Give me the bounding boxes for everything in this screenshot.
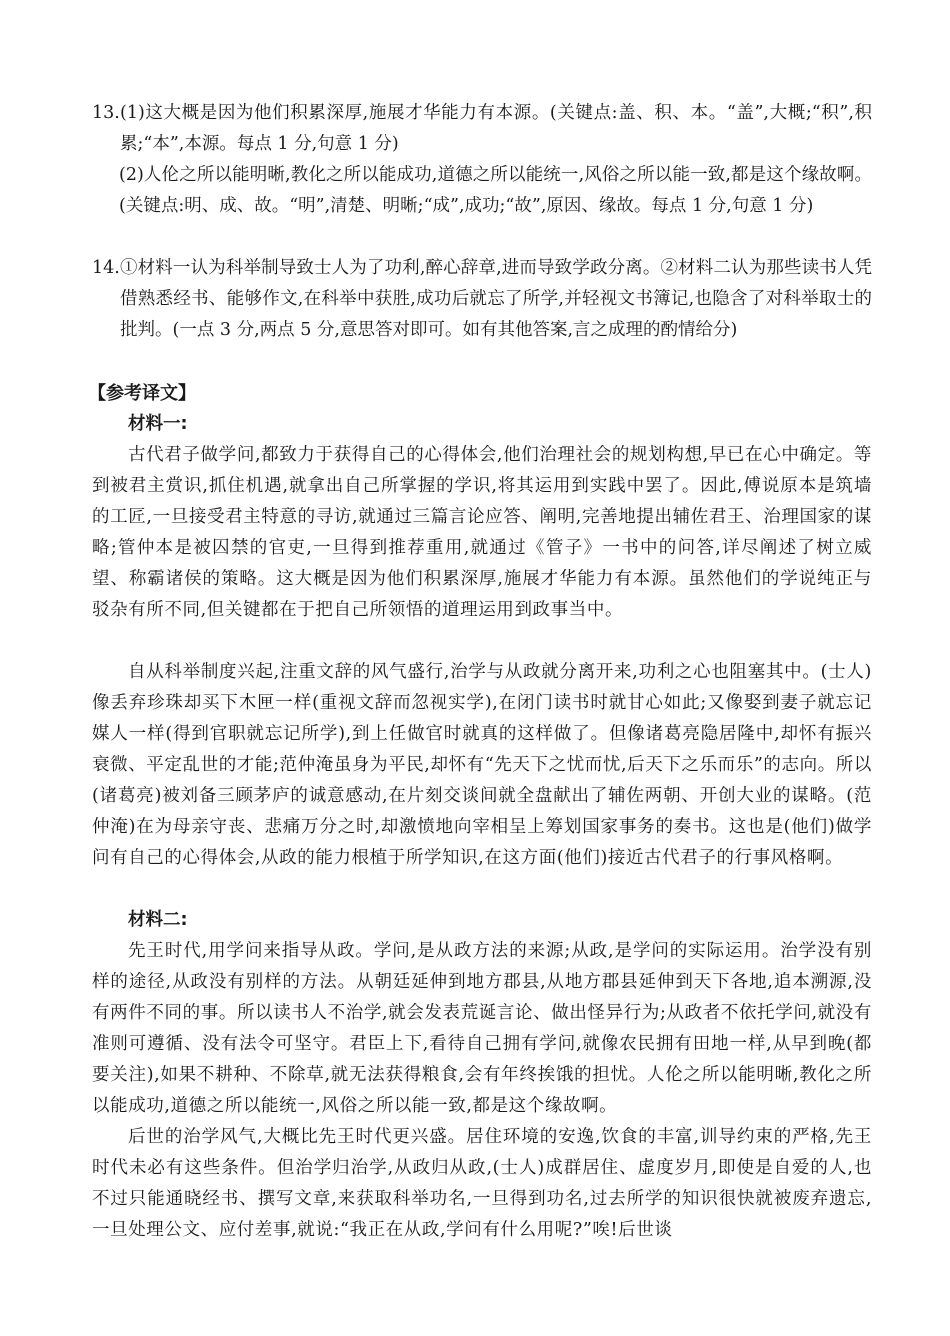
material2-paragraph1: 先王时代,用学问来指导从政。学问,是从政方法的来源;从政,是学问的实际运用。治学没有别样的途径,从政没有别样的方法。从朝廷延伸到地方郡县,从地方郡县延伸到天下各地,追本溯源,没有两件不同的事。所以读书人不治学,就会发表荒诞言论、做出怪异行为;从政者不依托学问,就没有准则可遵循、没有法令可坚守。君臣上下,看待自己拥有学问,就像农民拥有田地一样,从早到晚(都要关注),如果不耕种、不除草,就无法获得粮食,会有年终挨饿的担忧。人伦之所以能明晰,教化之所以能成功,道德之所以能统一,风俗之所以能一致,都是这个缘故啊。 [92, 941, 872, 1116]
material1-paragraph2: 自从科举制度兴起,注重文辞的风气盛行,治学与从政就分离开来,功利之心也阻塞其中。(士人)像丢弃珍珠却买下木匣一样(重视文辞而忽视实学),在闭门读书时就甘心如此;又像娶到妻子就忘记媒人一样(得到官职就忘记所学),到上任做官时就真的这样做了。但像诸葛亮隐居隆中,却怀有振兴衰微、平定乱世的才能;范仲淹虽身为平民,却怀有“先天下之忧而忧,后天下之乐而乐”的志向。所以(诸葛亮)被刘备三顾茅庐的诚意感动,在片刻交谈间就全盘献出了辅佐两朝、开创大业的谋略。(范仲淹)在为母亲守丧、悲痛万分之时,却激愤地向宰相呈上筹划国家事务的奏书。这也是(他们)做学问有自己的心得体会,从政的能力根植于所学知识,在这方面(他们)接近古代君子的行事风格啊。 [92, 662, 873, 868]
material2-label: 材料二: [128, 910, 188, 930]
answer-13 [92, 98, 872, 160]
material2-paragraph2: 后世的治学风气,大概比先王时代更兴盛。居住环境的安逸,饮食的丰富,训导约束的严格,先王时代未必有这些条件。但治学归治学,从政归从政,(士人)成群居住、虚度岁月,即使是自爱的人,也不过只能通晓经书、撰写文章,来获取科举功名,一旦得到功名,过去所学的知识很快就被废弃遗忘,一旦处理公文、应付差事,就说:“我正在从政,学问有什么用呢?”唉!后世谈 [92, 1127, 872, 1240]
answer-13-part2: (2)人伦之所以能明晰,教化之所以能成功,道德之所以能统一,风俗之所以能一致,都是这个缘故啊。(关键点:明、成、故。“明”,清楚、明晰;“成”,成功;“故”,原因、缘故。每点 1 分,句意 1 分) [119, 165, 872, 216]
answer-13-part1: (1)这大概是因为他们积累深厚,施展才华能力有本源。(关键点:盖、积、本。“盖”,大概;“积”,积累;“本”,本源。每点 1 分,句意 1 分) [120, 103, 872, 154]
question-number: 14. [92, 258, 120, 278]
material1-paragraph1: 古代君子做学问,都致力于获得自己的心得体会,他们治理社会的规划构想,早已在心中确定。等到被君主赏识,抓住机遇,就拿出自己所掌握的学识,将其运用到实践中罢了。因此,傅说原本是筑墙的工匠,一旦接受君主特意的寻访,就通过三篇言论应答、阐明,完善地提出辅佐君王、治理国家的谋略;管仲本是被囚禁的官吏,一旦得到推荐重用,就通过《管子》一书中的问答,详尽阐述了树立威望、称霸诸侯的策略。这大概是因为他们积累深厚,施展才华能力有本源。虽然他们的学说纯正与驳杂有所不同,但关键都在于把自己所领悟的道理运用到政事当中。 [92, 445, 872, 620]
answer-14 [92, 253, 872, 346]
question-number: 13. [92, 103, 120, 123]
material1-label: 材料一: [128, 414, 188, 434]
translation-heading: 【参考译文】 [88, 383, 196, 404]
answer-14-text: ①材料一认为科举制导致士人为了功利,醉心辞章,进而导致学政分离。②材料二认为那些读书人凭借熟悉经书、能够作文,在科举中获胜,成功后就忘了所学,并轻视文书簿记,也隐含了对科举取士的批判。(一点 3 分,两点 5 分,意思答对即可。如有其他答案,言之成理的酌情给分) [120, 258, 872, 340]
